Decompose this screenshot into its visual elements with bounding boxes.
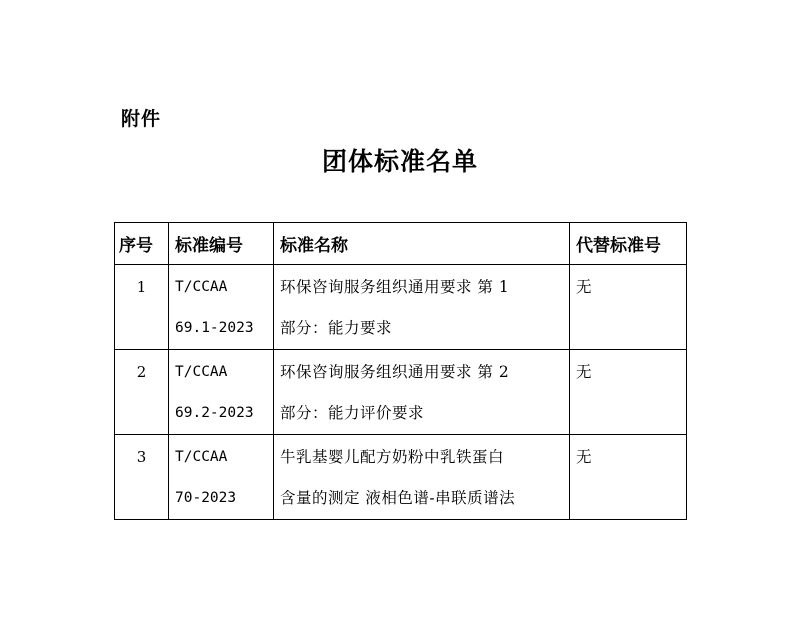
code-line-1: T/CCAA xyxy=(175,449,228,465)
seq-value: 2 xyxy=(136,363,147,381)
name-line-2: 部分：能力要求 xyxy=(280,319,393,337)
table-row xyxy=(115,265,687,350)
name-cell xyxy=(274,350,570,435)
standards-table xyxy=(114,222,687,520)
replace-value: 无 xyxy=(576,363,592,381)
table-header-row xyxy=(115,223,687,265)
replace-cell xyxy=(570,350,687,435)
header-replace: 代替标准号 xyxy=(570,223,687,265)
name-cell xyxy=(274,265,570,350)
seq-cell xyxy=(115,435,169,520)
code-line-2: 69.1-2023 xyxy=(175,320,254,336)
name-line-1: 环保咨询服务组织通用要求 第 1 xyxy=(280,278,510,296)
seq-value: 3 xyxy=(136,448,147,466)
seq-cell xyxy=(115,265,169,350)
name-line-1: 环保咨询服务组织通用要求 第 2 xyxy=(280,363,510,381)
header-name: 标准名称 xyxy=(274,223,570,265)
code-line-2: 69.2-2023 xyxy=(175,405,254,421)
code-cell xyxy=(169,265,274,350)
seq-cell xyxy=(115,350,169,435)
seq-value: 1 xyxy=(136,278,147,296)
table-row xyxy=(115,435,687,520)
name-cell xyxy=(274,435,570,520)
document-title: 团体标准名单 xyxy=(321,147,478,176)
attachment-label: 附件 xyxy=(121,108,162,130)
replace-value: 无 xyxy=(576,278,592,296)
name-line-1: 牛乳基婴儿配方奶粉中乳铁蛋白 xyxy=(280,448,505,466)
replace-value: 无 xyxy=(576,448,592,466)
header-code: 标准编号 xyxy=(169,223,274,265)
code-line-1: T/CCAA xyxy=(175,364,228,380)
code-line-2: 70-2023 xyxy=(175,490,237,506)
replace-cell xyxy=(570,265,687,350)
header-seq: 序号 xyxy=(115,223,169,265)
table-row xyxy=(115,350,687,435)
code-cell xyxy=(169,350,274,435)
code-cell xyxy=(169,435,274,520)
replace-cell xyxy=(570,435,687,520)
name-line-2: 含量的测定 液相色谱-串联质谱法 xyxy=(280,489,516,507)
code-line-1: T/CCAA xyxy=(175,279,228,295)
name-line-2: 部分：能力评价要求 xyxy=(280,404,425,422)
